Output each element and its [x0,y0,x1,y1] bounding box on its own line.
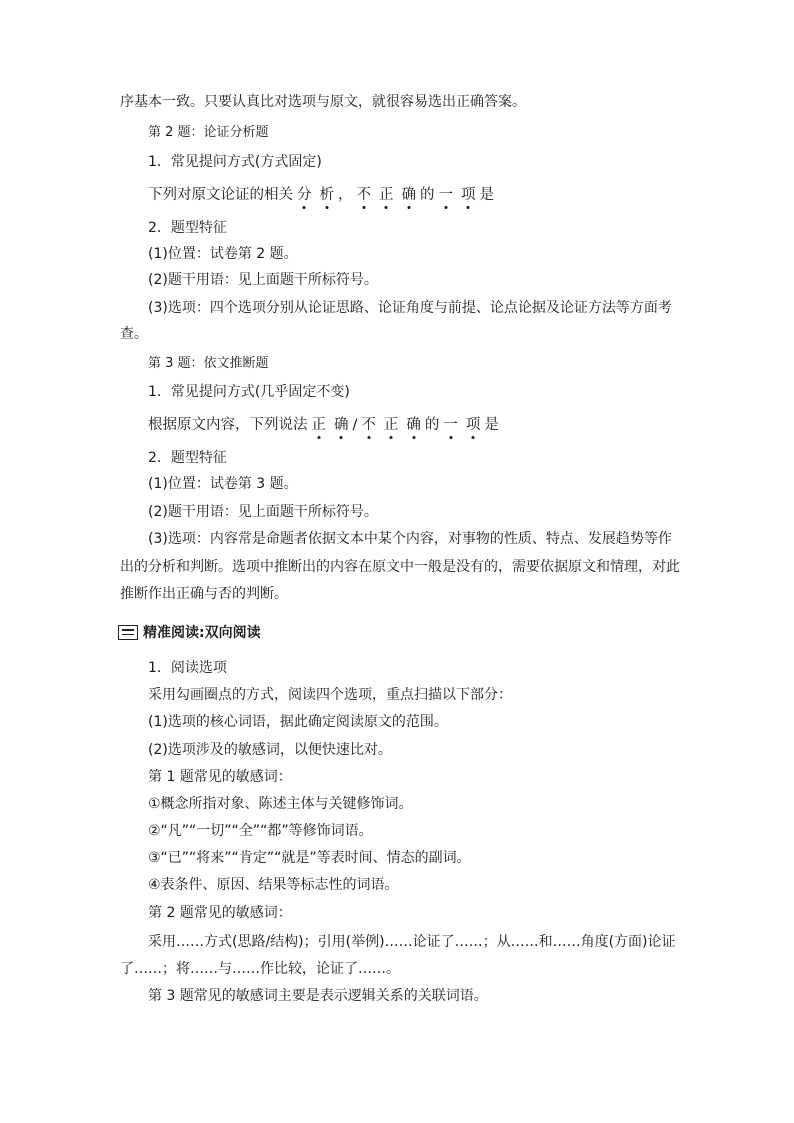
q3-options-cont: 出的分析和判断。选项中推断出的内容在原文中一般是没有的，需要依据原文和情理，对此 [120,559,680,575]
q1-sensitive-item-3: ③“已”“将来”“肯定”“就是”等表时间、情态的副词。 [148,850,471,866]
reading-sensitive-words: (2)选项涉及的敏感词，以便快速比对。 [148,742,392,758]
q2-position: (1)位置：试卷第 2 题。 [148,246,298,262]
q1-sensitive-item-2: ②“凡”“一切”“全”“都”等修饰词语。 [148,823,373,839]
q2-stem-text: 下列对原文论证的相关 分 析 ， 不 正 确 的 一 项 是 [148,187,494,203]
section-header [118,622,261,642]
q3-sensitive-text: 第 3 题常见的敏感词主要是表示逻辑关系的关联词语。 [148,988,488,1004]
q2-sensitive-text-cont: 了……；将……与……作比较，论证了……。 [120,961,400,977]
section-number-icon [118,625,138,640]
q2-stem-wording: (2)题干用语：见上面题干所标符号。 [148,272,378,288]
reading-step-1: 1．阅读选项 [148,660,227,676]
q3-position: (1)位置：试卷第 3 题。 [148,476,298,492]
section-title: 精准阅读:双向阅读 [143,625,261,641]
q2-options: (3)选项：四个选项分别从论证思路、论证角度与前提、论点论据及论证方法等方面考 [148,300,672,316]
reading-core-words: (1)选项的核心词语，据此确定阅读原文的范围。 [148,714,448,730]
q1-sensitive-heading: 第 1 题常见的敏感词： [148,769,292,785]
q1-sensitive-item-1: ①概念所指对象、陈述主体与关键修饰词。 [148,796,413,812]
reading-method: 采用勾画圈点的方式，阅读四个选项，重点扫描以下部分： [148,687,512,703]
q3-stem-wording: (2)题干用语：见上面题干所标符号。 [148,504,378,520]
q3-options: (3)选项：内容常是命题者依据文本中某个内容，对事物的性质、特点、发展趋势等作 [148,531,672,547]
q2-ask-method: 1．常见提问方式(方式固定) [148,154,322,170]
q3-ask-method: 1．常见提问方式(几乎固定不变) [148,384,350,400]
paragraph-continuation: 序基本一致。只要认真比对选项与原文，就很容易选出正确答案。 [120,94,526,110]
q2-sensitive-heading: 第 2 题常见的敏感词： [148,905,292,921]
q3-features: 2．题型特征 [148,450,227,466]
q3-options-cont2: 推断作出正确与否的判断。 [120,586,288,602]
q2-heading: 第 2 题：论证分析题 [148,125,269,140]
q3-heading: 第 3 题：依文推断题 [148,356,269,371]
q2-sensitive-text: 采用……方式(思路/结构)；引用(举例)……论证了……；从……和……角度(方面)论证 [148,934,676,950]
q3-stem-text: 根据原文内容，下列说法 正 确 / 不 正 确 的 一 项 是 [148,417,499,433]
q2-features: 2．题型特征 [148,220,227,236]
q1-sensitive-item-4: ④表条件、原因、结果等标志性的词语。 [148,877,399,893]
q2-options-cont: 查。 [120,326,148,342]
